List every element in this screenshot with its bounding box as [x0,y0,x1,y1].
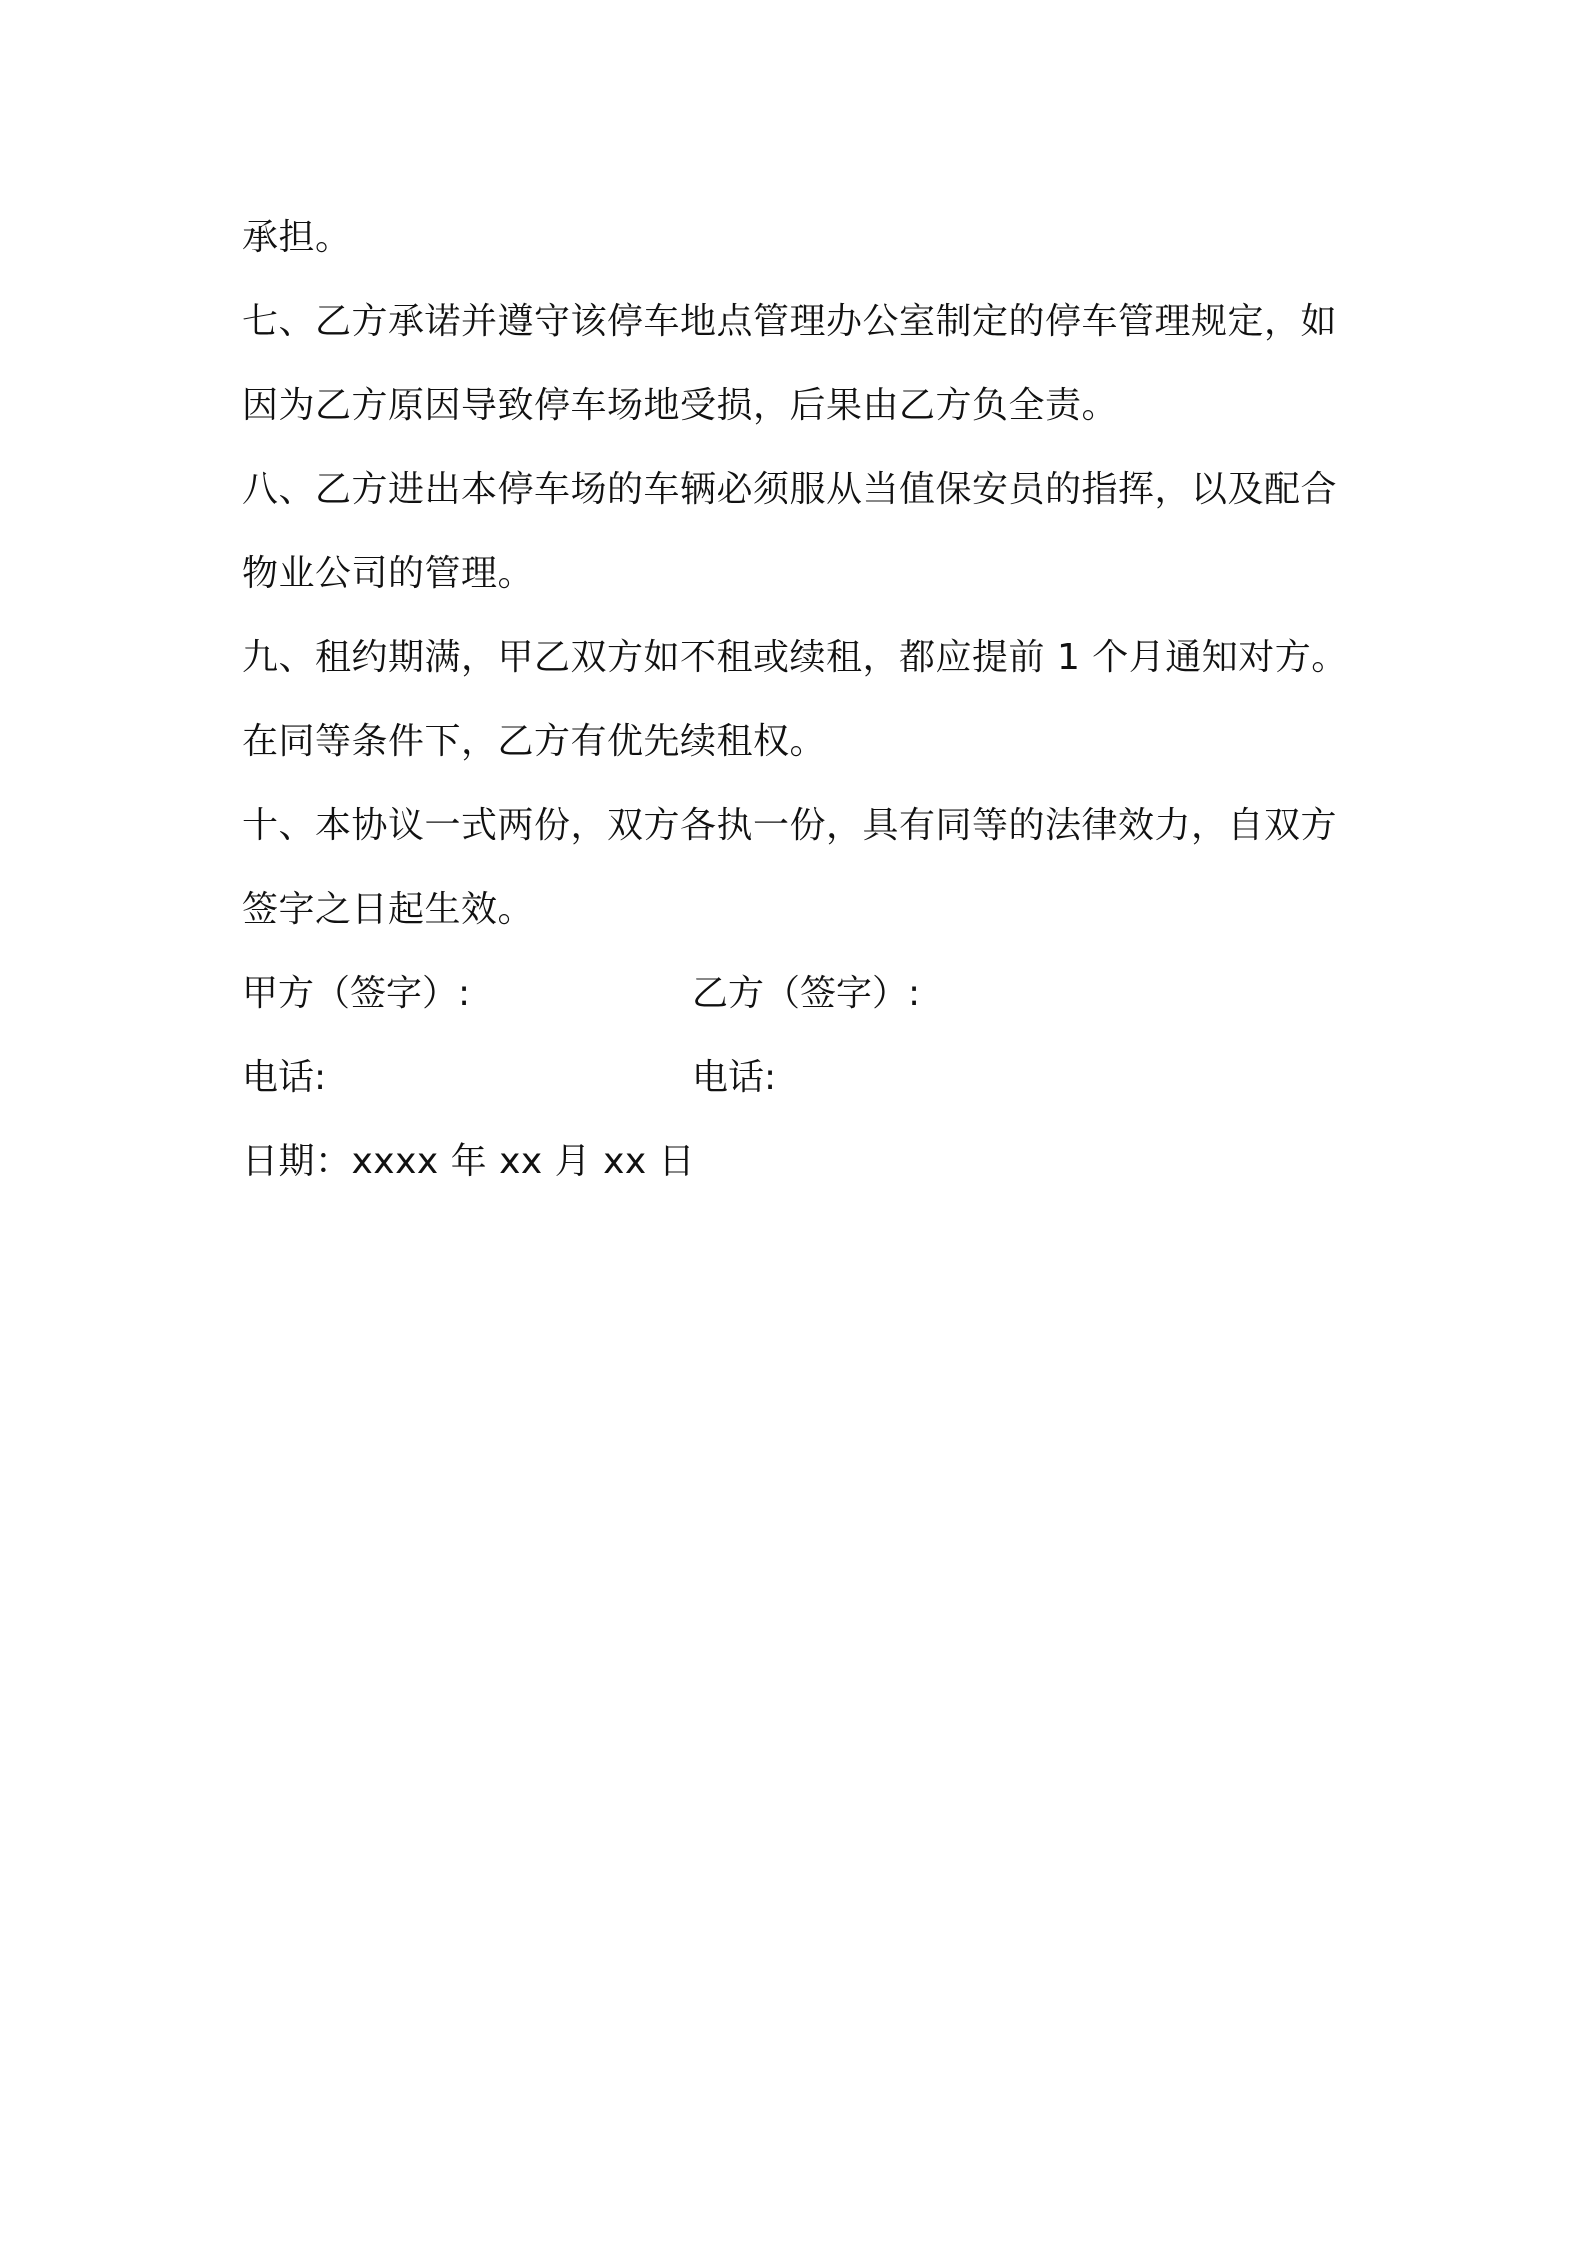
document-content [242,196,1362,1204]
paragraph-line: 十、本协议一式两份，双方各执一份，具有同等的法律效力，自双方 [242,805,1338,846]
paragraph-line: 八、乙方进出本停车场的车辆必须服从当值保安员的指挥，以及配合 [242,469,1338,510]
party-a-phone-label: 电话: [242,1057,327,1098]
party-a-signature-label: 甲方（签字）: [242,973,471,1014]
paragraph-line: 九、租约期满，甲乙双方如不租或续租，都应提前 1 个月通知对方。 [242,637,1348,678]
paragraph-line: 在同等条件下，乙方有优先续租权。 [242,721,827,762]
paragraph-line: 因为乙方原因导致停车场地受损，后果由乙方负全责。 [242,385,1119,426]
paragraph-line: 承担。 [242,217,352,258]
paragraph-line: 签字之日起生效。 [242,889,535,930]
party-b-phone-label: 电话: [692,1057,777,1098]
paragraph-line: 物业公司的管理。 [242,553,535,594]
signature-row [242,952,1362,1036]
party-b-signature-label: 乙方（签字）: [692,973,921,1014]
date-line: 日期：xxxx 年 xx 月 xx 日 [242,1141,696,1182]
phone-row [242,1036,1362,1120]
paragraph-line: 七、乙方承诺并遵守该停车地点管理办公室制定的停车管理规定，如 [242,301,1338,342]
